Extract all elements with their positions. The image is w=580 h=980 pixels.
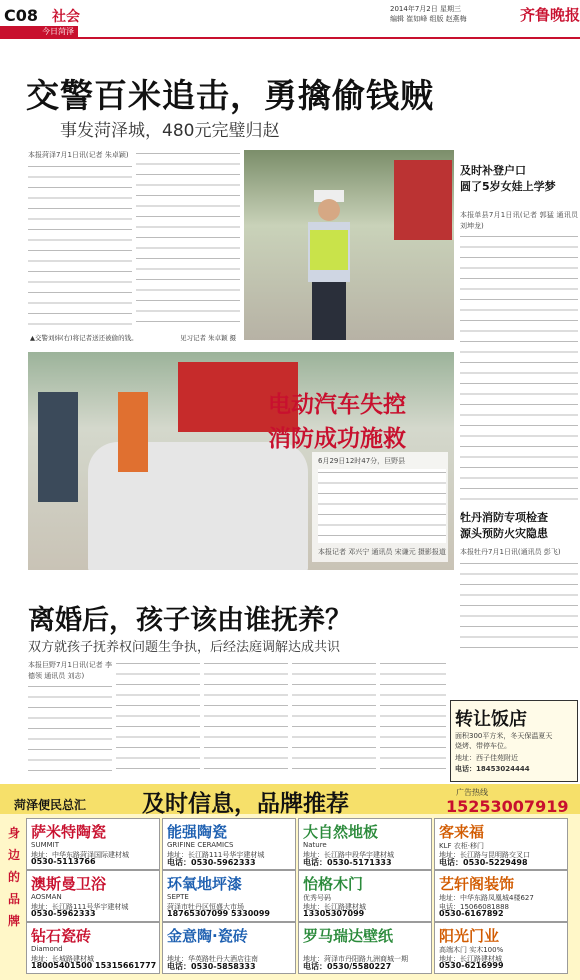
sidebar-story1-title-line1: 及时补登户口 [460,164,526,177]
ad-address: 电话：15066081888 [439,903,509,911]
ad-tile[interactable] [434,818,568,870]
ad-subtitle: SEPTE [167,893,189,901]
ad-tile[interactable] [26,870,160,922]
ad-strip-left-label: 菏泽便民总汇 [14,798,87,812]
second-byline: 本报记者 邓兴宁 通讯员 宋谦元 摄影报道 [318,547,446,556]
ad-tile[interactable] [434,870,568,922]
storefront-sign [394,160,452,240]
ad-name: 钻石瓷砖 [31,927,92,945]
lead-body-col1 [28,150,132,325]
ad-subtitle: Diamond [31,945,63,953]
hotel-ad-phone: 18453024444 [476,765,530,773]
ad-address: 地址：华英路牡丹大酒店往南 [167,955,258,963]
ad-strip-title: 及时信息，品牌推荐 [142,790,349,817]
ad-strip-vertical-label: 身边的品牌 [7,826,20,928]
third-body-first-line: 本报巨野7月1日讯(记者 李德领 通讯员 刘志) [28,661,112,680]
third-body-col4 [292,660,376,774]
ad-name: 大自然地板 [303,823,379,841]
ad-subtitle: 优秀号码 [303,894,331,902]
sidebar-story2-body [460,560,578,650]
ad-phone[interactable]: 电话：0530-5171333 [303,858,392,867]
ad-tile[interactable] [162,922,296,974]
ad-tile[interactable] [26,818,160,870]
ad-address: 地址：长江路中段华宇建材城 [303,851,394,859]
lead-body-col2 [136,150,240,328]
section-subtitle: 今日菏泽 [0,26,78,37]
ad-name: 艺轩阁装饰 [439,875,515,893]
ad-subtitle: GRIFINE CERAMICS [167,841,234,849]
ad-phone[interactable]: 13305307099 [303,909,365,918]
ad-tile[interactable] [162,870,296,922]
third-body-col2 [116,660,200,774]
ad-subtitle: Nature [303,841,327,849]
ad-phone[interactable]: 电话：0530/5580227 [303,962,392,971]
ad-address: 地址：长江路与昆明路交叉口 [439,851,530,859]
third-body-col5 [380,660,446,774]
firefighter-figure [118,392,148,472]
second-headline-line2: 消防成功施救 [268,426,406,452]
ad-address: 地址：中华东路菏泽国际建材城 [31,851,129,859]
sidebar-story2-title-line1: 牡丹消防专项检查 [460,511,548,524]
hotel-ad-line2: 烧烤、带停车位。 [455,742,511,750]
ad-address: 地址：长江路111号华宇建材城 [167,851,265,859]
second-body-first-line: 6月29日12时47分，巨野县 [318,457,406,465]
officer-figure [294,190,364,340]
header-divider [0,37,580,39]
hotel-ad-line3: 地址：西子佳苑附近 [455,754,518,762]
second-headline [268,388,406,456]
ad-address: 地址：长江路111号华宇建材城 [31,903,129,911]
ad-phone[interactable]: 电话：0530-5962333 [167,858,256,867]
lead-photo [244,150,454,340]
ad-tile[interactable] [434,922,568,974]
ad-phone[interactable]: 18005401500 15315661777 [31,961,157,970]
date-line: 2014年7月2日 星期三 [390,5,461,13]
ad-name: 阳光门业 [439,927,500,945]
third-subheadline: 双方就孩子抚养权问题生争执，后经法庭调解达成共识 [28,640,341,655]
lead-headline: 交警百米追击，勇擒偷钱贼 [26,76,434,115]
ad-name: 金意陶·瓷砖 [167,927,248,945]
ad-name: 环氧地坪漆 [167,875,243,893]
ad-tile[interactable] [26,922,160,974]
ad-name: 澳斯曼卫浴 [31,875,107,893]
ad-phone[interactable]: 18765307099 5330099 [167,909,270,918]
ad-tile[interactable] [298,870,432,922]
sidebar-story1-title-line2: 圆了5岁女娃上学梦 [460,180,556,193]
ad-phone[interactable]: 0530-6167892 [439,909,504,918]
hotel-ad-title: 转让饭店 [455,709,527,730]
ad-address: 地址：菏泽市丹阳路九洲商城一期 [303,955,408,963]
ad-address: 地址：长城路建材城 [31,955,94,963]
third-body-text [28,683,112,773]
ad-phone[interactable]: 0530-6216999 [439,961,504,970]
hotel-transfer-ad[interactable] [450,700,578,782]
section-name: 社会 [52,9,80,25]
sidebar-story1-lead: 本报单县7月1日讯(记者 郭猛 通讯员 刘坤龙) [460,211,578,230]
ad-subtitle: SUMMIT [31,841,59,849]
ad-name: 能强陶瓷 [167,823,228,841]
ad-address: 地址：长江路建材城 [303,903,366,911]
ad-name: 萨米特陶瓷 [31,823,107,841]
ad-name: 怡格木门 [303,875,364,893]
sidebar [460,150,578,680]
sidebar-story2-title-line2: 源头预防火灾隐患 [460,527,548,540]
third-body-col1 [28,660,112,773]
lead-body-text [28,163,132,325]
ad-phone[interactable]: 0530-5962333 [31,909,96,918]
ad-phone[interactable]: 0530-5113766 [31,857,96,866]
rescuer-figure [38,392,78,502]
page-code: C08 [4,6,39,25]
second-headline-line1: 电动汽车失控 [268,392,406,418]
ad-phone[interactable]: 电话：0530-5858333 [167,962,256,971]
third-body-col3 [204,660,288,774]
ad-address: 地址：长江路建材城 [439,955,502,963]
ad-subtitle: 高端木门 实木100% [439,946,504,954]
hotline-number[interactable]: 15253007919 [446,797,569,816]
third-headline: 离婚后，孩子该由谁抚养？ [28,605,352,636]
lead-subheadline: 事发菏泽城，480元完璧归赵 [60,121,280,141]
ad-subtitle: 地址：中华东路凤凰城4楼627 [439,894,534,902]
ad-name: 罗马瑞达壁纸 [303,927,394,945]
ad-address: 菏泽市牡丹区恒盛大市场 [167,903,244,911]
page-header [0,0,580,38]
header-meta [390,4,467,24]
sidebar-story2-lead: 本报牡丹7月1日讯(通讯员 彭飞) [460,548,561,556]
ad-subtitle: KLF 衣柜·移门 [439,842,484,850]
ad-name: 客来福 [439,823,485,841]
sidebar-story1-body [460,233,578,503]
ad-tile[interactable] [298,818,432,870]
ad-subtitle: AOSMAN [31,893,62,901]
lead-photo-caption: ▲交警刘炜(右)将记者送还被偷的钱。 [30,334,138,342]
ad-tile[interactable] [298,922,432,974]
lead-photo-credit: 见习记者 朱卓颖 摄 [180,334,237,342]
hotel-ad-line1: 面积300平方米，冬天保温夏天 [455,732,553,740]
second-story-body [318,456,446,557]
editors-line: 编辑 崔如峰 组版 赵燕梅 [390,15,467,23]
paper-name: 齐鲁晚报 [520,6,580,24]
hotel-ad-phone-label: 电话： [455,765,476,773]
hotline-label: 广告热线 [456,788,488,797]
ad-phone[interactable]: 电话：0530-5229498 [439,858,528,867]
hotel-ad-phone-row [455,764,530,774]
lead-body-first-line: 本报菏泽7月1日讯(记者 朱卓颖) [28,151,129,159]
second-body-text [318,469,446,543]
ad-tile[interactable] [162,818,296,870]
